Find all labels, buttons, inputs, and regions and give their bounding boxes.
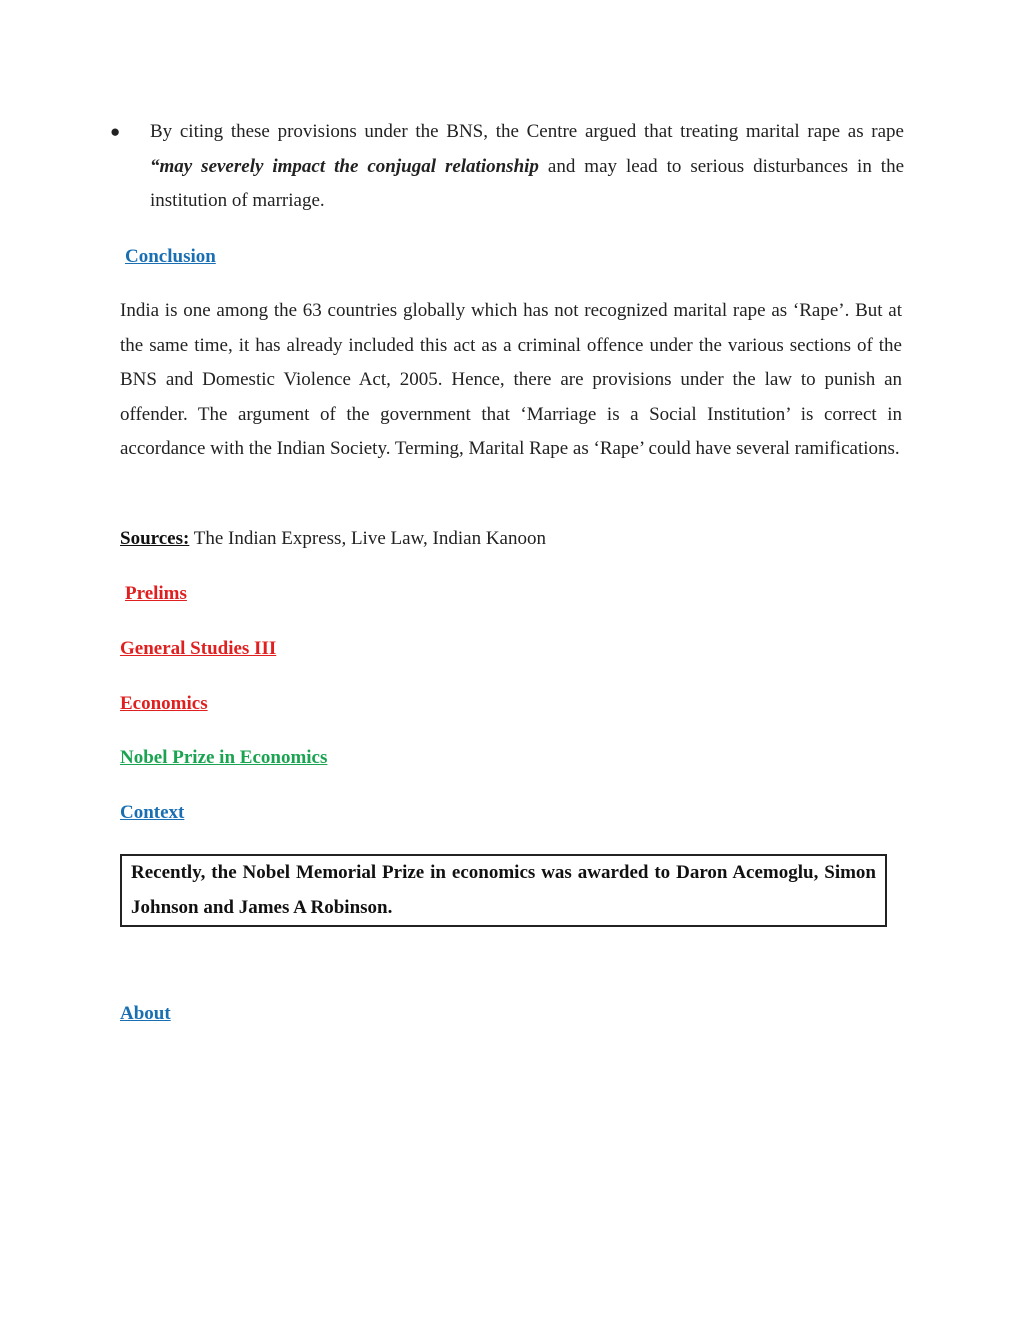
conclusion-heading: Conclusion xyxy=(125,246,216,267)
conclusion-paragraph: India is one among the 63 countries globally which has not recognized marital rape as ‘Rape’. But at the same time, it has already included this act as a criminal offence under the various sections of the BNS and Domestic Violence Act, 2005. Hence, there are provisions under the law to punish an offender. The argument of the government that ‘Marriage is a Social Institution’ is correct in accordance with the Indian Society. Terming, Marital Rape as ‘Rape’ could have several ramifications. xyxy=(120,300,902,460)
sources-line xyxy=(120,526,546,552)
bullet-text-after: and may lead to serious disturbances in the institution of marriage. xyxy=(150,155,905,211)
bullet-item xyxy=(110,115,904,219)
context-box: Recently, the Nobel Memorial Prize in economics was awarded to Daron Acemoglu, Simon Johnson and James A Robinson. xyxy=(120,854,887,927)
bullet-text xyxy=(150,115,904,219)
topic-heading: Nobel Prize in Economics xyxy=(120,747,328,768)
context-heading: Context xyxy=(120,802,185,823)
sources-text: The Indian Express, Live Law, Indian Kanoon xyxy=(189,528,546,549)
bullet-quote: “may severely impact the conjugal relationship xyxy=(150,155,539,177)
prelims-heading: Prelims xyxy=(125,583,187,604)
about-heading: About xyxy=(120,1003,171,1024)
sources-label: Sources: xyxy=(120,528,190,549)
bullet-text-before: By citing these provisions under the BNS, the Centre argued that treating marital rape as rape xyxy=(150,121,904,142)
general-studies-heading: General Studies III xyxy=(120,638,277,659)
bullet-dot: ● xyxy=(110,122,121,141)
economics-heading: Economics xyxy=(120,693,208,714)
